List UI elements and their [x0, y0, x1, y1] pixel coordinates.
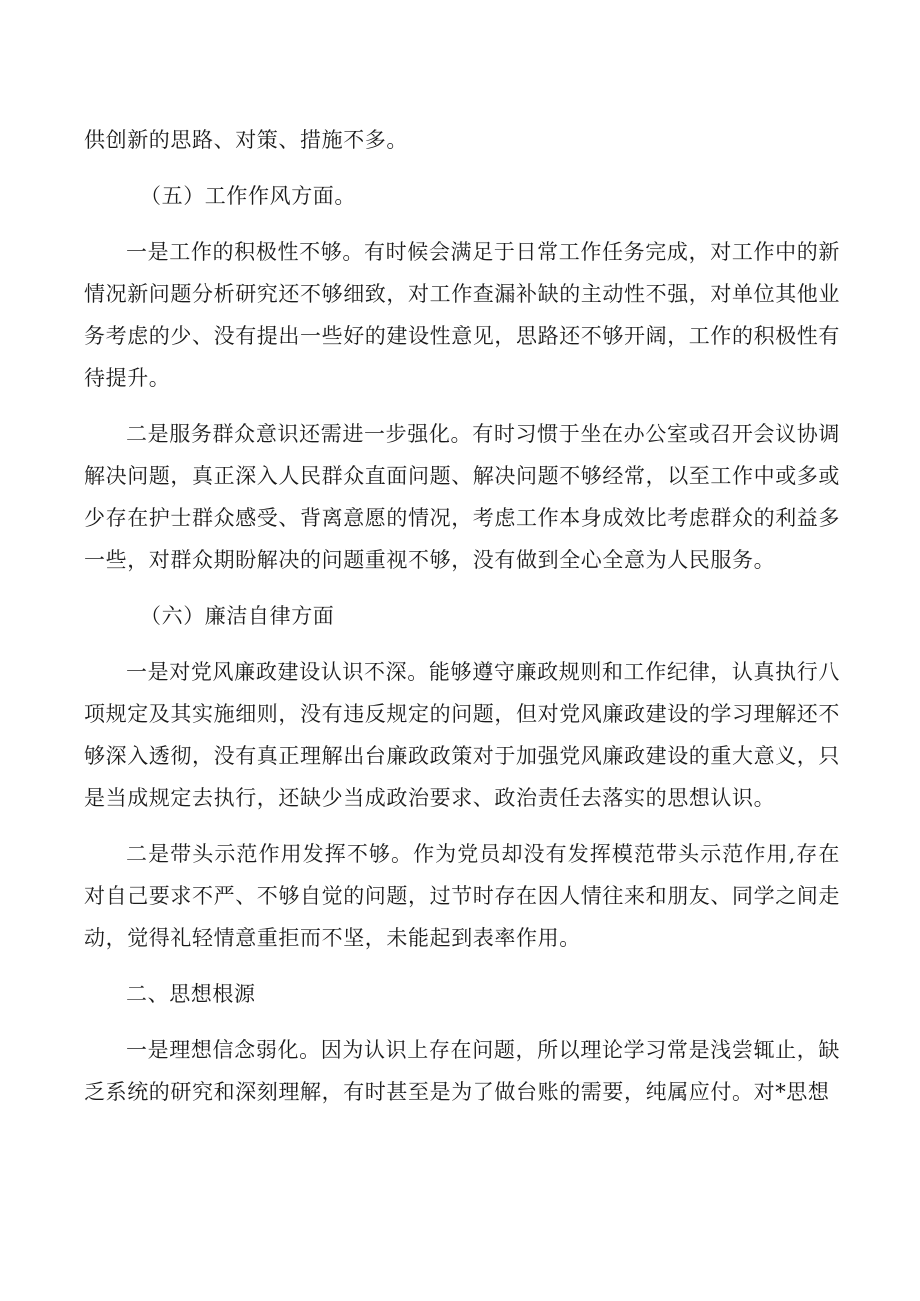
section-heading-work-style: （五）工作作风方面。: [140, 184, 356, 208]
section-heading-integrity: （六）廉洁自律方面: [140, 604, 335, 628]
paragraph-role-model: 二是带头示范作用发挥不够。作为党员却没有发挥模范带头示范作用,存在对自己要求不严、不够自觉的问题，过节时存在因人情往来和朋友、同学之间走动，觉得礼轻情意重拒而不坚，未能起到表率作用。: [84, 842, 840, 950]
paragraph-ideals-beliefs: 一是理想信念弱化。因为认识上存在问题，所以理论学习常是浅尝辄止，缺乏系统的研究和深刻理解，有时甚至是为了做台账的需要，纯属应付。对*思想: [84, 1038, 840, 1104]
paragraph-continuation: 供创新的思路、对策、措施不多。: [84, 128, 408, 152]
paragraph-work-enthusiasm: 一是工作的积极性不够。有时候会满足于日常工作任务完成，对工作中的新情况新问题分析研究还不够细致，对工作查漏补缺的主动性不强，对单位其他业务考虑的少、没有提出一些好的建设性意见，思路还不够开阔，工作的积极性有待提升。: [84, 240, 840, 390]
paragraph-serving-masses: 二是服务群众意识还需进一步强化。有时习惯于坐在办公室或召开会议协调解决问题，真正深入人民群众直面问题、解决问题不够经常，以至工作中或多或少存在护士群众感受、背离意愿的情况，考虑工作本身成效比考虑群众的利益多一些，对群众期盼解决的问题重视不够，没有做到全心全意为人民服务。: [84, 422, 840, 572]
document-body: [84, 119, 840, 1127]
section-heading-ideological-roots: 二、思想根源: [126, 982, 256, 1006]
paragraph-party-integrity: 一是对党风廉政建设认识不深。能够遵守廉政规则和工作纪律，认真执行八项规定及其实施细则，没有违反规定的问题，但对党风廉政建设的学习理解还不够深入透彻，没有真正理解出台廉政政策对于加强党风廉政建设的重大意义，只是当成规定去执行，还缺少当成政治要求、政治责任去落实的思想认识。: [84, 660, 840, 810]
